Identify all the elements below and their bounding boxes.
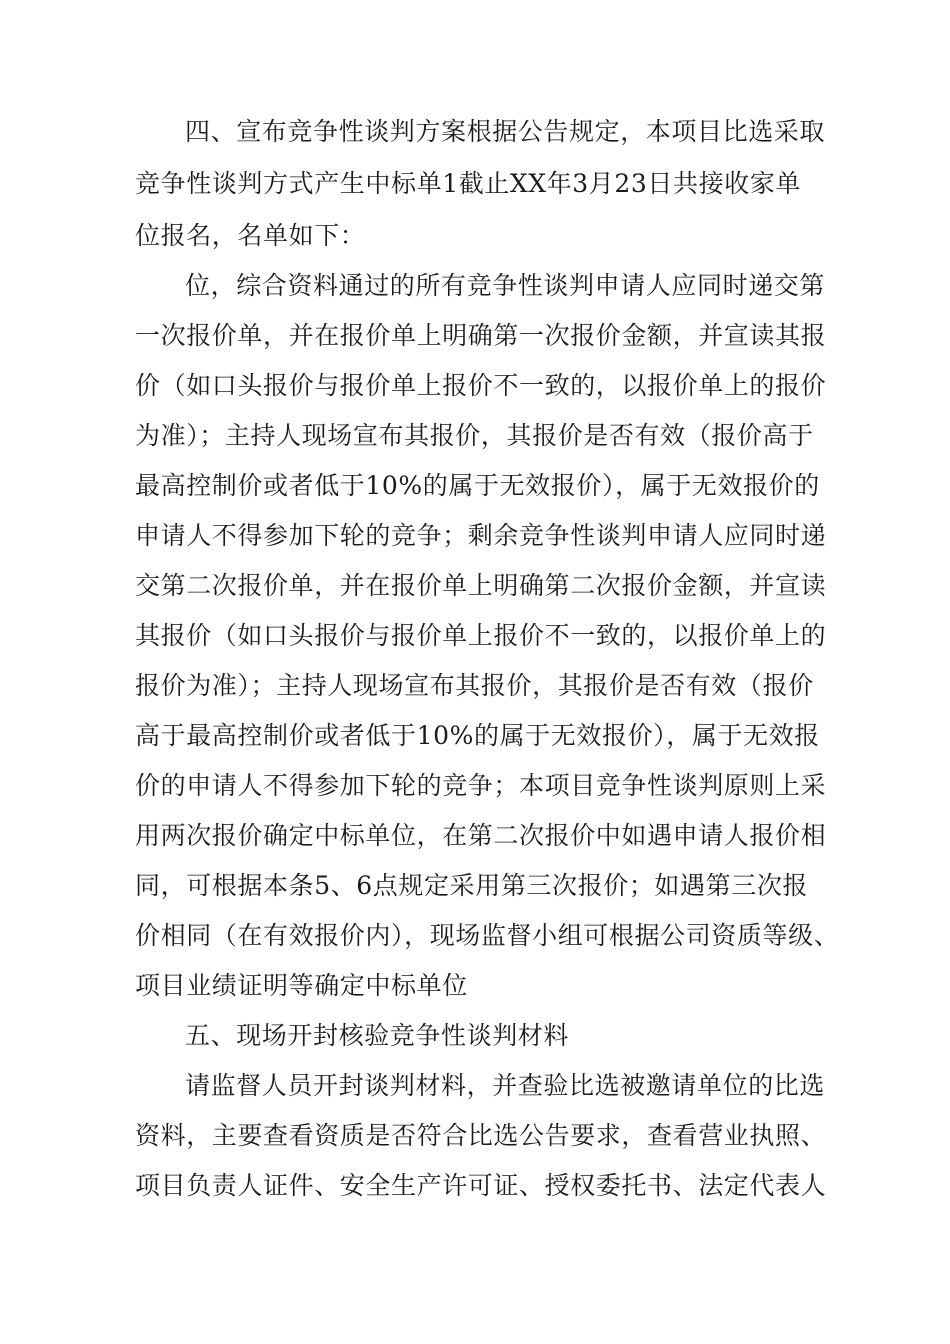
text-line-21: 资料，主要查看资质是否符合比选公告要求，查看营业执照、 bbox=[135, 1121, 827, 1150]
text-line-7: 为准）；主持人现场宣布其报价，其报价是否有效（报价高于 bbox=[135, 421, 814, 450]
text-line-2: 竞争性谈判方式产生中标单1截止XX年3月23日共接收家单 bbox=[135, 169, 802, 198]
text-line-13: 高于最高控制价或者低于10%的属于无效报价），属于无效报 bbox=[135, 721, 820, 750]
text-line-12: 报价为准）；主持人现场宣布其报价，其报价是否有效（报价 bbox=[135, 671, 814, 700]
text-line-22: 项目负责人证件、安全生产许可证、授权委托书、法定代表人 bbox=[135, 1171, 827, 1200]
text-line-17: 价相同（在有效报价内），现场监督小组可根据公司资质等级、 bbox=[135, 921, 840, 950]
text-line-18: 项目业绩证明等确定中标单位 bbox=[135, 971, 468, 1000]
text-line-5: 一次报价单，并在报价单上明确第一次报价金额，并宣读其报 bbox=[135, 321, 827, 350]
text-line-10: 交第二次报价单，并在报价单上明确第二次报价金额，并宣读 bbox=[135, 571, 827, 600]
section-heading-5: 五、现场开封核验竞争性谈判材料 bbox=[185, 1021, 570, 1050]
text-line-3: 位报名，名单如下： bbox=[135, 221, 366, 250]
text-line-6: 价（如口头报价与报价单上报价不一致的，以报价单上的报价 bbox=[135, 371, 827, 400]
text-line-15: 用两次报价确定中标单位，在第二次报价中如遇申请人报价相 bbox=[135, 821, 827, 850]
text-line-9: 申请人不得参加下轮的竞争；剩余竞争性谈判申请人应同时递 bbox=[135, 521, 827, 550]
text-line-20: 请监督人员开封谈判材料，并查验比选被邀请单位的比选 bbox=[185, 1071, 826, 1100]
text-line-4: 位，综合资料通过的所有竞争性谈判申请人应同时递交第 bbox=[185, 271, 826, 300]
text-line-16: 同，可根据本条5、6点规定采用第三次报价；如遇第三次报 bbox=[135, 871, 809, 900]
text-line-1: 四、宣布竞争性谈判方案根据公告规定，本项目比选采取 bbox=[185, 117, 826, 146]
text-line-8: 最高控制价或者低于10%的属于无效报价），属于无效报价的 bbox=[135, 471, 820, 500]
text-line-14: 价的申请人不得参加下轮的竞争；本项目竞争性谈判原则上采 bbox=[135, 771, 827, 800]
text-line-11: 其报价（如口头报价与报价单上报价不一致的，以报价单上的 bbox=[135, 621, 827, 650]
